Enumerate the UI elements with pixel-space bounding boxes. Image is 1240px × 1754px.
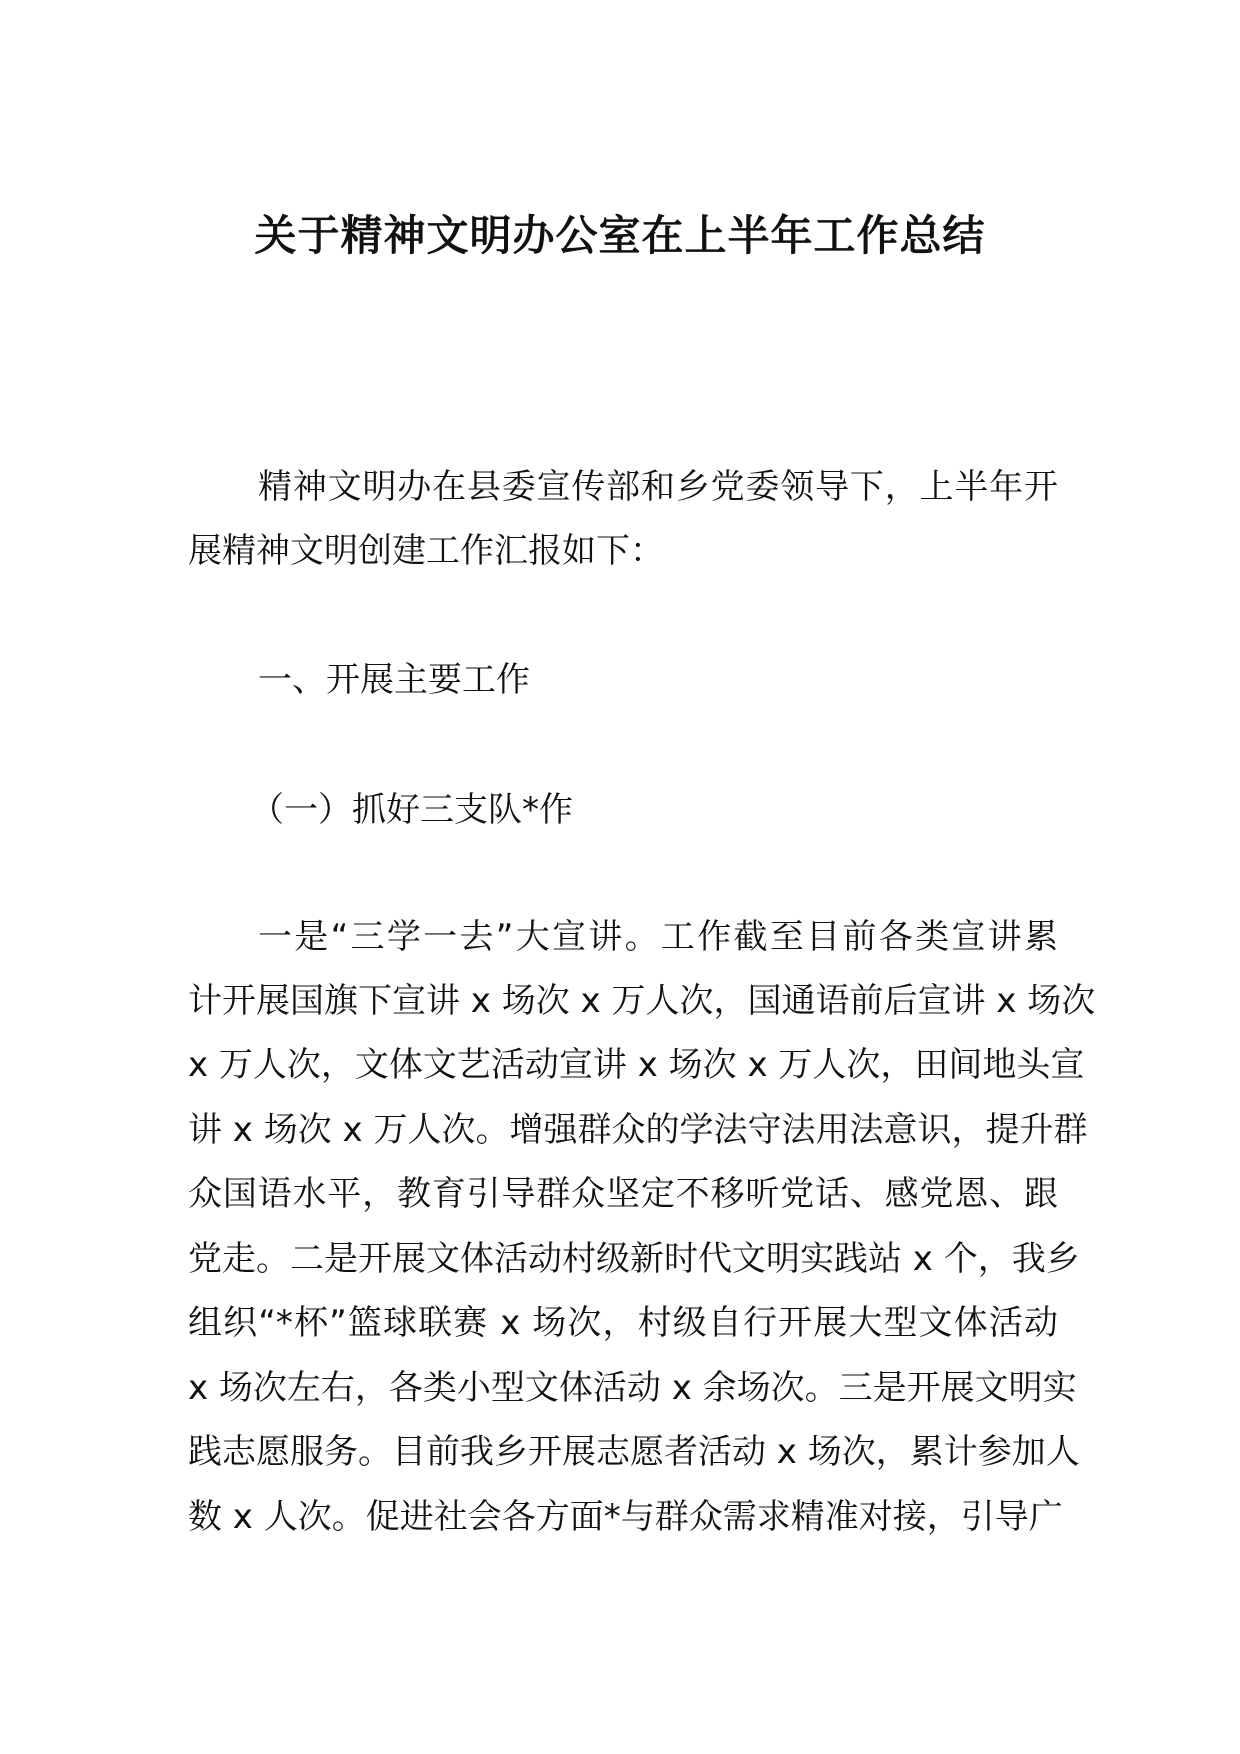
- body-line: x 万人次，文体文艺活动宣讲 x 场次 x 万人次，田间地头宣: [188, 1045, 1085, 1085]
- body-line: 众国语水平，教育引导群众坚定不移听党话、感党恩、跟: [188, 1174, 1058, 1214]
- body-line: 一是“三学一去”大宣讲。工作截至目前各类宣讲累: [258, 917, 1058, 957]
- body-line: 讲 x 场次 x 万人次。增强群众的学法守法用法意识，提升群: [188, 1110, 1088, 1150]
- intro-line: 展精神文明创建工作汇报如下：: [188, 531, 664, 571]
- body-line: 践志愿服务。目前我乡开展志愿者活动 x 场次，累计参加人: [188, 1432, 1080, 1472]
- subsection-heading: （一）抓好三支队*作: [250, 790, 573, 830]
- intro-line: 精神文明办在县委宣传部和乡党委领导下，上半年开: [258, 467, 1058, 507]
- body-line: x 场次左右，各类小型文体活动 x 余场次。三是开展文明实: [188, 1368, 1077, 1408]
- body-line: 计开展国旗下宣讲 x 场次 x 万人次，国通语前后宣讲 x 场次: [188, 981, 1096, 1021]
- document-title: 关于精神文明办公室在上半年工作总结: [254, 211, 986, 260]
- body-line: 党走。二是开展文体活动村级新时代文明实践站 x 个，我乡: [188, 1239, 1080, 1279]
- section-heading: 一、开展主要工作: [258, 660, 530, 700]
- body-line: 数 x 人次。促进社会各方面*与群众需求精准对接，引导广: [188, 1497, 1063, 1537]
- body-line: 组织“*杯”篮球联赛 x 场次，村级自行开展大型文体活动: [188, 1303, 1058, 1343]
